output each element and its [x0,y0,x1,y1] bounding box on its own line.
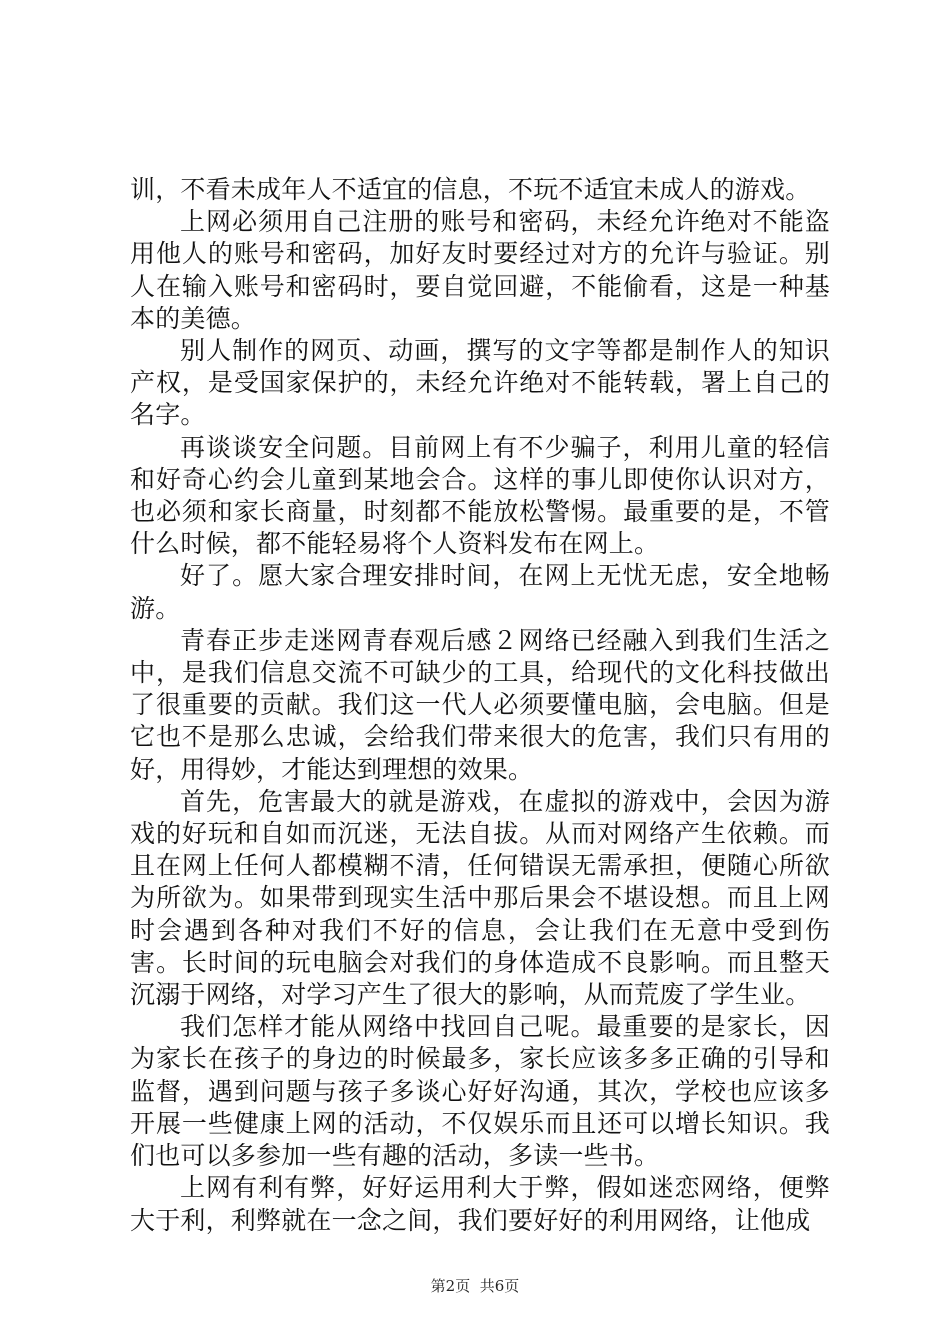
paragraph: 再谈谈安全问题。目前网上有不少骗子，利用儿童的轻信和好奇心约会儿童到某地会合。这样的事儿即使你认识对方，也必须和家长商量，时刻都不能放松警惕。最重要的是，不管什么时候，都不能轻易将个人资料发布在网上。 [130,432,830,559]
paragraph: 上网必须用自己注册的账号和密码，未经允许绝对不能盗用他人的账号和密码，加好友时要经过对方的允许与验证。别人在输入账号和密码时，要自觉回避，不能偷看，这是一种基本的美德。 [130,207,830,333]
body-text [130,174,830,1237]
paragraph: 好了。愿大家合理安排时间，在网上无忧无虑，安全地畅游。 [130,561,830,623]
paragraph: 别人制作的网页、动画，撰写的文字等都是制作人的知识产权，是受国家保护的，未经允许绝对不能转载，署上自己的名字。 [130,336,830,430]
page-total: 共6页 [479,1277,520,1295]
paragraph: 首先，危害最大的就是游戏，在虚拟的游戏中，会因为游戏的好玩和自如而沉迷，无法自拔。从而对网络产生依赖。而且在网上任何人都模糊不清，任何错误无需承担，便随心所欲为所欲为。如果带到现实生活中那后果会不堪设想。而且上网时会遇到各种对我们不好的信息，会让我们在无意中受到伤害。长时间的玩电脑会对我们的身体造成不良影响。而且整天沉溺于网络，对学习产生了很大的影响，从而荒废了学生业。 [130,786,830,1010]
paragraph: 我们怎样才能从网络中找回自己呢。最重要的是家长，因为家长在孩子的身边的时候最多，家长应该多多正确的引导和监督，遇到问题与孩子多谈心好好沟通，其次，学校也应该多开展一些健康上网的活动，不仅娱乐而且还可以增长知识。我们也可以多参加一些有趣的活动，多读一些书。 [130,1012,830,1171]
page-number: 第2页 [430,1277,471,1295]
paragraph-continuation: 训，不看未成年人不适宜的信息，不玩不适宜未成人的游戏。 [130,175,811,204]
paragraph: 青春正步走迷网青春观后感２网络已经融入到我们生活之中，是我们信息交流不可缺少的工具，给现代的文化科技做出了很重要的贡献。我们这一代人必须要懂电脑，会电脑。但是它也不是那么忠诚，会给我们带来很大的危害，我们只有用的好，用得妙，才能达到理想的效果。 [130,625,830,784]
paragraph: 上网有利有弊，好好运用利大于弊，假如迷恋网络，便弊大于利，利弊就在一念之间，我们要好好的利用网络，让他成 [130,1173,830,1235]
page-footer [0,1276,950,1296]
